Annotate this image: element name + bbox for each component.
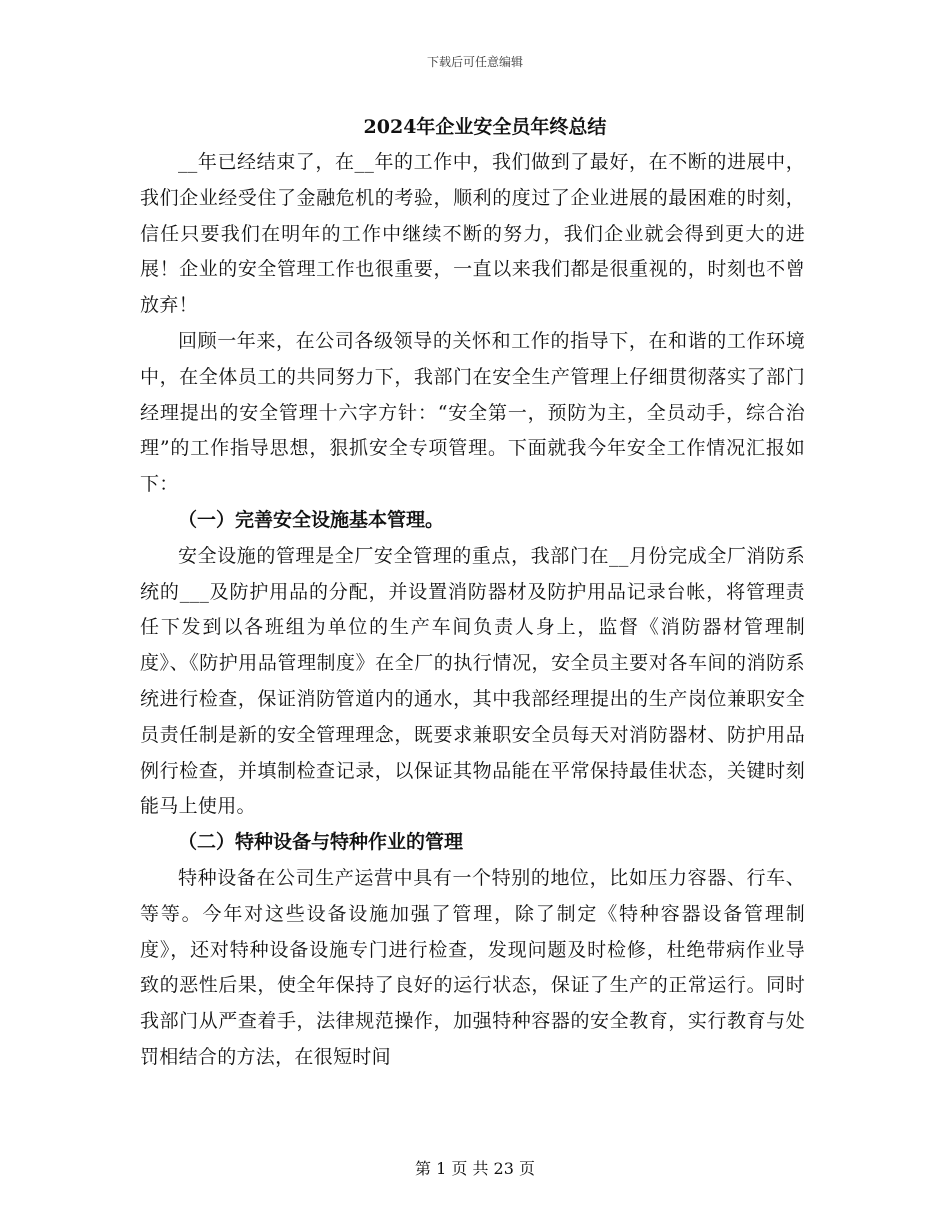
review-paragraph: 回顾一年来，在公司各级领导的关怀和工作的指导下，在和谐的工作环境中，在全体员工的共同努力下，我部门在安全生产管理上仔细贯彻落实了部门经理提出的安全管理十六字方针：“安全第一，预防为主，全员动手，综合治理”的工作指导思想，狠抓安全专项管理。下面就我今年安全工作情况汇报如下： xyxy=(140,329,805,496)
intro-paragraph: __年已经结束了，在__年的工作中，我们做到了最好，在不断的进展中，我们企业经受住了金融危机的考验，顺利的度过了企业进展的最困难的时刻，信任只要我们在明年的工作中继续不断的努力，我们企业就会得到更大的进展！企业的安全管理工作也很重要，一直以来我们都是很重视的，时刻也不曾放弃！ xyxy=(140,151,805,317)
section-text-special-equipment: 特种设备在公司生产运营中具有一个特别的地位，比如压力容器、行车、等等。今年对这些设备设施加强了管理，除了制定《特种容器设备管理制度》，还对特种设备设施专门进行检查，发现问题及时检修，杜绝带病作业导致的恶性后果，使全年保持了良好的运行状态，保证了生产的正常运行。同时我部门从严查着手，法律规范操作，加强特种容器的安全教育，实行教育与处罚相结合的方法，在很短时间 xyxy=(140,866,805,1068)
section-heading-safety-facilities: （一）完善安全设施基本管理。 xyxy=(178,508,445,531)
document-title: 2024年企业安全员年终总结 xyxy=(363,116,607,138)
section-text-safety-facilities: 安全设施的管理是全厂安全管理的重点，我部门在__月份完成全厂消防系统的___及防护用品的分配，并设置消防器材及防护用品记录台帐，将管理责任下发到以各班组为单位的生产车间负责人身上，监督《消防器材管理制度》、《防护用品管理制度》在全厂的执行情况，安全员主要对各车间的消防系统进行检查，保证消防管道内的通水，其中我部经理提出的生产岗位兼职安全员责任制是新的安全管理理念，既要求兼职安全员每天对消防器材、防护用品例行检查，并填制检查记录，以保证其物品能在平常保持最佳状态，关键时刻能马上使用。 xyxy=(140,544,805,818)
page-header-note: 下载后可任意编辑 xyxy=(426,55,523,69)
section-heading-special-equipment: （二）特种设备与特种作业的管理 xyxy=(178,831,464,854)
page-number-footer: 第 1 页 共 23 页 xyxy=(415,1159,535,1178)
document-body xyxy=(140,110,805,1076)
